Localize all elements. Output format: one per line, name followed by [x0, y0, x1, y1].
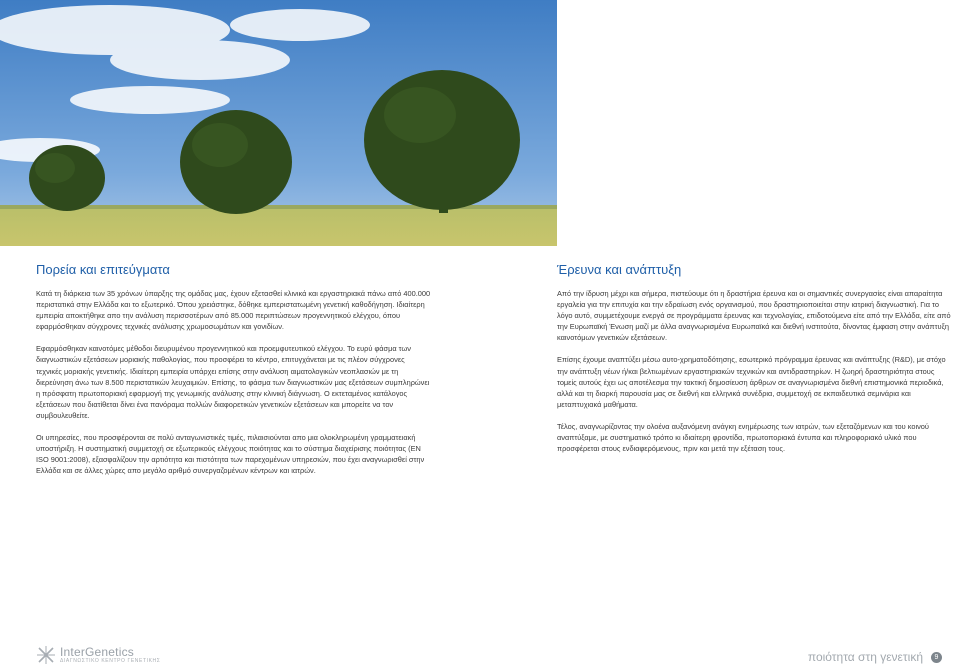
paragraph: Τέλος, αναγνωρίζοντας την ολοένα αυξανόμενη ανάγκη ενημέρωσης των ιατρών, των εξεταζόμενων και του κοινού αναπτύξαμε, με συστηματικό τρόπο κι ιδιαίτερη φροντίδα, πρωτοποριακά έντυπα και πληροφοριακό υλικό που προσφέρεται στους ενδιαφερόμενους, πριν και μετά την εξέταση τους. [557, 421, 929, 454]
paragraph: Επίσης έχουμε αναπτύξει μέσω αυτο-χρηματοδότησης, εσωτερικό πρόγραμμα έρευνας και ανάπτυξης (R&D), με στόχο την ανάπτυξη νέων ή/και βελτιωμένων εργαστηριακών τεχνικών και αντιδραστηρίων. Η ζωηρή δραστηριότητα στους τομείς αυτούς έχει ως αποτέλεσμα την τακτική δημοσίευση άρθρων σε αναγνωρισμένα διεθνή επιστημονικά περιοδικά, αλλά και τη διαρκή παρουσία μας σε διεθνή και ελληνικά συνέδρια, συμμετοχή σε εκπαιδευτικά σεμινάρια και μεταπτυχιακά μαθήματα. [557, 355, 946, 409]
logo-subtitle: ΔΙΑΓΝΩΣΤΙΚΟ ΚΕΝΤΡΟ ΓΕΝΕΤΙΚΗΣ [60, 658, 161, 664]
page-number-badge: 9 [931, 652, 942, 663]
intergenetics-logo [36, 645, 160, 665]
section-heading-research: Έρευνα και ανάπτυξη [557, 262, 682, 277]
logo-name: InterGenetics [60, 645, 134, 659]
dna-logo-icon [36, 645, 56, 665]
section-heading-history: Πορεία και επιτεύγματα [36, 262, 170, 277]
hero-photo-trees [0, 0, 557, 246]
right-column [557, 262, 952, 465]
paragraph: Εφαρμόσθηκαν καινοτόμες μέθοδοι διευρυμένου προγεννητικού και προεμφυτευτικού ελέγχου. Το ευρύ φάσμα των διαγνωστικών εξετάσεων μοριακής παθολογίας, που προσφέρει το κέντρο, επιτυγχάνεται με τις πλέον σύγχρονες τεχνικές μοριακής γενετικής. Ιδιαίτερη εμπειρία υπάρχει επίσης στην ανάλυση αιματολογικών νεοπλασιών με τη διερεύνηση άνω των 8.500 περιστατικών λευχαιμιών. Επίσης, το φάσμα των διαγνωστικών μας εξετάσεων συμπληρώνει η πρόσφατη πρωτοποριακή εφαρμογή της γενωμικής ανάλυσης στην κλινική διάγνωση. Ο εκτεταμένος κατάλογος εξετάσεων που διατίθεται δίνει ένα πανόραμα πολλών διαφορετικών γενετικών εξετάσεων και μπορείτε να τον συμβουλευθείτε. [36, 344, 430, 420]
paragraph: Κατά τη διάρκεια των 35 χρόνων ύπαρξης της ομάδας μας, έχουν εξετασθεί κλινικά και εργαστηριακά πάνω από 400.000 περιστατικά στην Ελλάδα και το εξωτερικό. Όπου χρειάστηκε, δόθηκε εμπεριστατωμένη γενετική καθοδήγηση. Ιδιαίτερη εμπειρία αποκτήθηκε απο την ανάλυση περισσοτέρων από 85.000 περιπτώσεων προγεννητικού ελέγχου, όπου εφαρμόσθηκαν σύγχρονες τεχνικές ανάλυσης χρωμοσωμάτων και γονιδίων. [36, 289, 431, 332]
tagline: ποιότητα στη γενετική [807, 650, 923, 664]
footer-right [808, 650, 942, 664]
left-column [36, 262, 432, 487]
paragraph: Από την ίδρυση μέχρι και σήμερα, πιστεύουμε ότι η δραστήρια έρευνα και οι σημαντικές συνεργασίες είναι απαραίτητα εργαλεία για την επιτυχία και την εδραίωση ενός οργανισμού, που δραστηριοποιείται στην ιατρική διαγνωστική. Για το λόγο αυτό, συμμετέχουμε ενεργά σε προγράμματα έρευνας και τεχνολογίας, επιδοτούμενα είτε από την Ελλάδα, είτε από την Ευρωπαϊκή Ένωση μαζί με άλλα αναγνωρισμένα Ευρωπαϊκά και διεθνή ινστιτούτα, δίνοντας έμφαση στην ανάπτυξη καινοτόμων γενετικών εξετάσεων. [557, 289, 951, 343]
paragraph: Οι υπηρεσίες, που προσφέρονται σε πολύ ανταγωνιστικές τιμές, πιλαισιούνται απο μια ολοκληρωμένη γραμματειακή υποστήριξη. Η συστηματική συμμετοχή σε εξωτερικούς ελέγχους ποιότητας και το σύστημα διαχείρισης ποιότητας (EN ISO 9001:2008), εξασφαλίζουν την αρτιότητα και πιστότητα των παρεχομένων υπηρεσιών, που έχει αναγνωρισθεί στην Ελλάδα και σε άλλες χώρες απο μεγάλο αριθμό συνεργαζομένων κέντρων και ιατρών. [36, 433, 425, 476]
